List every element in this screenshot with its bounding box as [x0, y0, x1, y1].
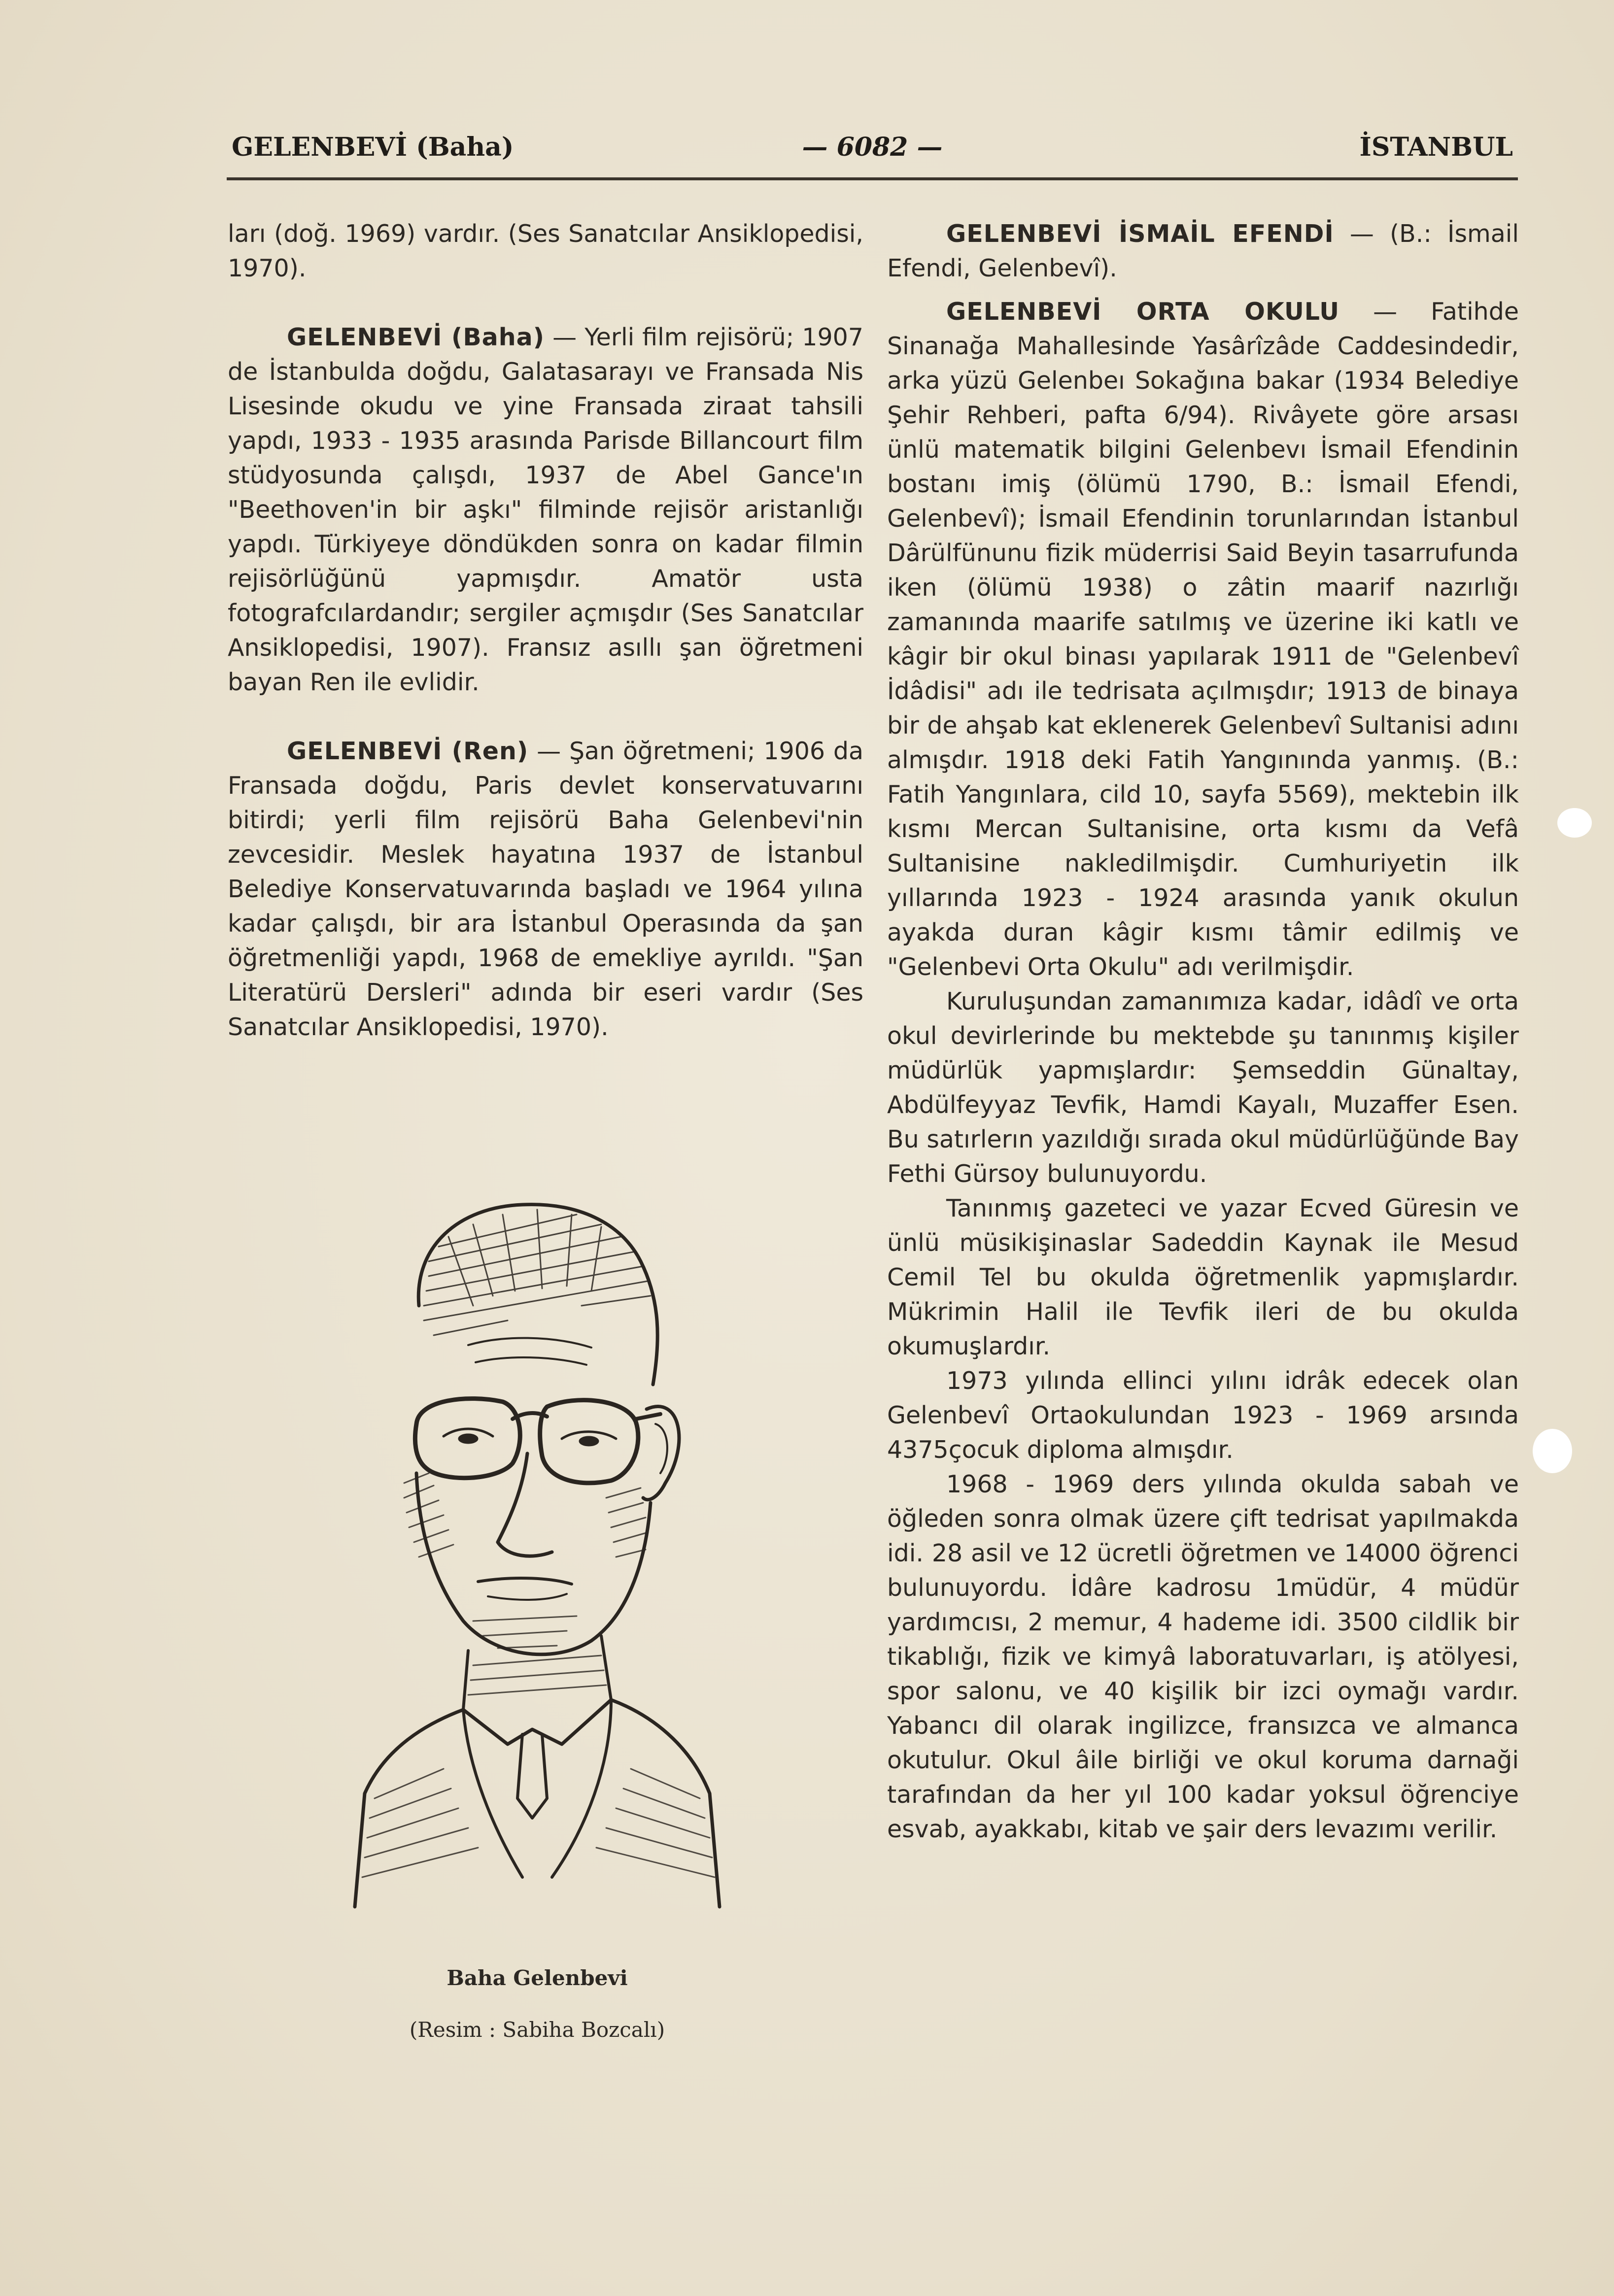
paper-blemish [1557, 808, 1592, 838]
entry-body: — Yerli film rejisörü; 1907 de İstanbulda doğdu, Galatasarayı ve Fransada Nis Lisesinde okudu ve yine Fransada ziraat tahsili yapdı, 1933 - 1935 arasında Parisde Billancourt film stüdyosunda çalışdı, 1937 de Abel Gance'ın "Beethoven'in bir aşkı" filminde rejisör aristanlığı yapdı. Türkiyeye döndükden sonra on kadar filmin rejisörlüğünü yapmışdır. Amatör usta fotografcılardandır; sergiler açmışdır (Ses Sanatcılar Ansiklopedisi, 1907). Fransız asıllı şan öğretmeni bayan Ren ile evlidir. [228, 323, 863, 696]
running-header [227, 132, 1518, 167]
entry-baha-gelenbevi [228, 320, 863, 700]
page-number: — 6082 — [802, 132, 943, 162]
portrait-drawing [345, 1178, 729, 1941]
entry-body: — Şan öğretmeni; 1906 da Fransada doğdu, Paris devlet konservatuvarını bitirdi; yerli film rejisörü Baha Gelenbevi'nin zevcesidir. Meslek hayatına 1937 de İstanbul Belediye Konservatuvarında başladı ve 1964 yılına kadar çalışdı, bir ara İstanbul Operasında da şan öğretmenliği yapdı, 1968 de emekliye ayrıldı. "Şan Literatürü Dersleri" adında bir eseri vardır (Ses Sanatcılar Ansiklopedisi, 1970). [228, 737, 863, 1041]
entry-body: — (B.: İsmail Efendi, Gelenbevî). [887, 220, 1519, 282]
portrait-credit: (Resim : Sabiha Bozcalı) [409, 2018, 665, 2042]
right-column [887, 217, 1519, 1847]
portrait-caption: Baha Gelenbevi [446, 1966, 628, 1990]
entry-ren-gelenbevi [228, 734, 863, 1045]
entry-heading: GELENBEVİ (Ren) [287, 737, 529, 765]
paper-blemish [1533, 1429, 1572, 1473]
paragraph-teachers: Tanınmış gazeteci ve yazar Ecved Güresin ve ünlü müsikişinaslar Sadeddin Kaynak ile Mesud Cemil Tel bu okulda öğretmenlik yapmışlardır. Mükrimin Halil ile Tevfik ileri de bu okulda okumuşlardır. [887, 1194, 1519, 1360]
paragraph-graduates: 1973 yılında ellinci yılını idrâk edecek olan Gelenbevî Ortaokulundan 1923 - 1969 arsında 4375çocuk diploma almışdır. [887, 1367, 1519, 1464]
header-entry-title: GELENBEVİ (Baha) [232, 132, 514, 162]
entry-heading: GELENBEVİ (Baha) [287, 323, 545, 351]
continued-paragraph: ları (doğ. 1969) vardır. (Ses Sanatcılar Ansiklopedisi, 1970). [228, 220, 863, 282]
entry-heading: GELENBEVİ ORTA OKULU [946, 298, 1340, 326]
header-volume-title: İSTANBUL [1359, 132, 1513, 162]
paragraph-statistics: 1968 - 1969 ders yılında okulda sabah ve öğleden sonra olmak üzere çift tedrisat yapılmakda idi. 28 asil ve 12 ücretli öğretmen ve 14000 öğrenci bulunuyordu. İdâre kadrosu 1müdür, 4 müdür yardımcısı, 2 memur, 4 hademe idi. 3500 cildlik bir tikablığı, fizik ve kimyâ laboratuvarları, iş atölyesi, spor salonu, ve 40 kişilik bir izci oymağı vardır. Yabancı dil olarak ingilizce, fransızca ve almanca okutulur. Okul âile birliği ve okul koruma darnaği tarafından da her yıl 100 kadar yoksul öğrenciye esvab, ayakkabı, kitab ve şair ders levazımı verilir. [887, 1470, 1519, 1843]
entry-body: — Fatihde Sinanağa Mahallesinde Yasârîzâde Caddesindedir, arka yüzü Gelenbeı Sokağına bakar (1934 Belediye Şehir Rehberi, pafta 6/94). Rivâyete göre arsası ünlü matematik bilgini Gelenbevı İsmail Efendinin bostanı imiş (ölümü 1790, B.: İsmail Efendi, Gelenbevî); İsmail Efendinin torunlarından İstanbul Dârülfünunu fizik müderrisi Said Beyin tasarrufunda iken (ölümü 1938) o zâtin maarif nazırlığı zamanında maarife satılmış ve üzerine iki katlı ve kâgir bir okul binası yapılarak 1911 de "Gelenbevî İdâdisi" adı ile tedrisata açılmışdır; 1913 de binaya bir de ahşab kat eklenerek Gelenbevî Sultanisi adını almışdır. 1918 deki Fatih Yangınında yanmış. (B.: Fatih Yangınlara, cild 10, sayfa 5569), mektebin ilk kısmı Mercan Sultanisine, orta kısmı da Vefâ Sultanisine nakledilmişdir. Cumhuriyetin ilk yıllarında 1923 - 1924 arasında yanık okulun ayakda duran kâgir kısmı tâmir edilmiş ve "Gelenbevi Orta Okulu" adı verilmişdir. [887, 298, 1519, 981]
paragraph-directors: Kuruluşundan zamanımıza kadar, idâdî ve orta okul devirlerinde bu mektebde şu tanınmış kişiler müdürlük yapmışlardır: Şemseddin Günaltay, Abdülfeyyaz Tevfik, Hamdi Kayalı, Muzaffer Esen. Bu satırlerın yazıldığı sırada okul müdürlüğünde Bay Fethi Gürsoy bulunuyordu. [887, 987, 1519, 1188]
entry-ismail-efendi [887, 217, 1519, 286]
entry-orta-okulu [887, 295, 1519, 984]
entry-heading: GELENBEVİ İSMAİL EFENDİ [946, 220, 1334, 248]
left-column [228, 217, 863, 1045]
header-rule [227, 177, 1518, 180]
